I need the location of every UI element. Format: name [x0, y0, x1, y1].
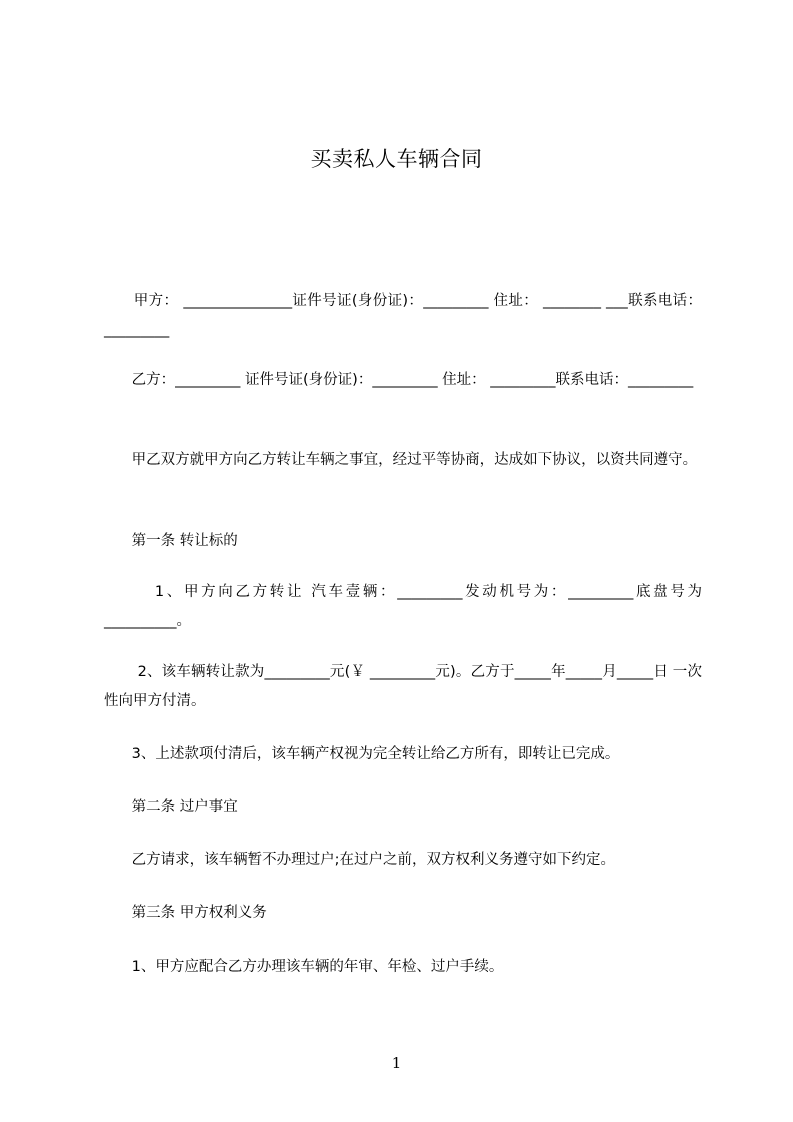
article-3-heading: 第三条 甲方权利义务 [104, 905, 267, 921]
document-title: 买卖私人车辆合同 [310, 147, 483, 171]
party-a-info: 甲方： _______________证件号证(身份证)：_________ 住址： ________ ___联系电话：_________ [104, 293, 703, 338]
article-1-clause-3: 3、上述款项付清后，该车辆产权视为完全转让给乙方所有，即转让已完成。 [104, 746, 620, 762]
article-1-heading: 第一条 转让标的 [104, 533, 238, 549]
article-1-clause-2: 2、该车辆转让款为_________元(￥ _________元)。乙方于_____年_____月_____日 一次性向甲方付清。 [104, 664, 702, 709]
article-3-clause-1: 1、甲方应配合乙方办理该车辆的年审、年检、过户手续。 [104, 959, 504, 975]
article-2-body: 乙方请求，该车辆暂不办理过户;在过户之前，双方权利义务遵守如下约定。 [104, 852, 616, 868]
article-1-clause-1: 1、甲方向乙方转让 汽车壹辆：_________发动机号为：_________底盘号为 __________。 [104, 584, 707, 629]
article-2-heading: 第二条 过户事宜 [104, 799, 238, 815]
page-number: 1 [391, 1054, 402, 1072]
party-b-info: 乙方：_________ 证件号证(身份证)：_________ 住址： _________联系电话：_________ [104, 372, 694, 388]
preamble-paragraph: 甲乙双方就甲方向乙方转让车辆之事宜，经过平等协商，达成如下协议，以资共同遵守。 [104, 452, 698, 468]
